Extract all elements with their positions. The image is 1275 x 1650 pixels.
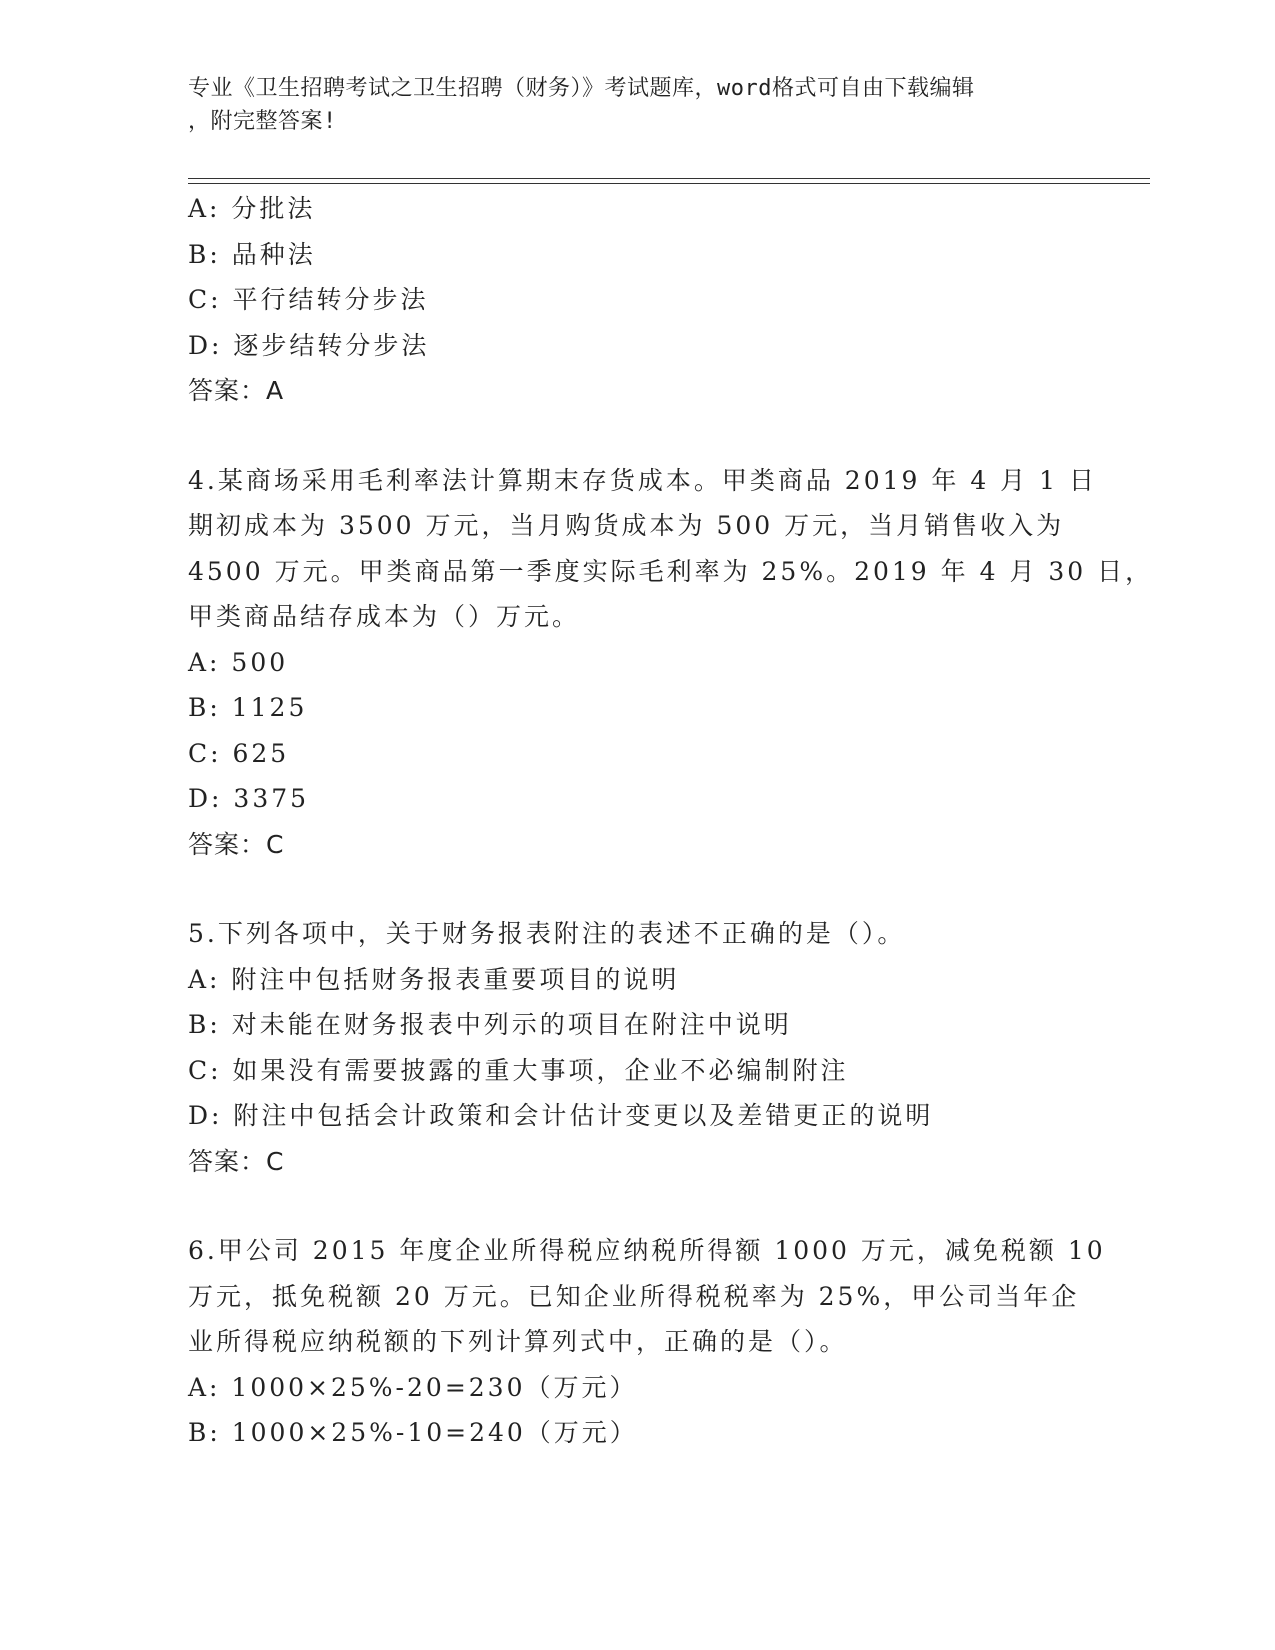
option-d: D: 3375 bbox=[188, 784, 310, 813]
option-c: C: 625 bbox=[188, 738, 290, 768]
answer-line: 答案：C bbox=[188, 1146, 285, 1176]
answer-line: 答案：A bbox=[188, 376, 285, 405]
question-stem-line: 甲类商品结存成本为（）万元。 bbox=[188, 602, 581, 631]
document-header bbox=[188, 72, 1068, 138]
option-a: A: 500 bbox=[188, 647, 289, 677]
question-6 bbox=[188, 1228, 1106, 1456]
question-5 bbox=[188, 911, 1088, 1184]
header-line-1: 专业《卫生招聘考试之卫生招聘（财务）》考试题库，word格式可自由下载编辑 bbox=[188, 76, 975, 101]
question-stem-line: 6.甲公司 2015 年度企业所得税应纳税所得额 1000 万元，减免税额 10 bbox=[188, 1236, 1106, 1265]
option-d: D: 逐步结转分步法 bbox=[188, 330, 430, 360]
header-divider-bottom bbox=[188, 183, 1150, 184]
question-spacer bbox=[188, 414, 1088, 458]
question-4 bbox=[188, 458, 1154, 868]
question-list bbox=[188, 186, 1154, 1456]
question-stem-line: 万元，抵免税额 20 万元。已知企业所得税税率为 25%，甲公司当年企 bbox=[188, 1281, 1080, 1311]
option-d: D: 附注中包括会计政策和会计估计变更以及差错更正的说明 bbox=[188, 1101, 934, 1130]
question-3 bbox=[188, 186, 1088, 414]
question-stem-line: 4500 万元。甲类商品第一季度实际毛利率为 25%。2019 年 4 月 30 日， bbox=[188, 556, 1154, 586]
option-a: A: 1000×25%-20=230（万元） bbox=[188, 1372, 638, 1402]
option-c: C: 如果没有需要披露的重大事项，企业不必编制附注 bbox=[188, 1055, 849, 1085]
question-stem-line: 4.某商场采用毛利率法计算期末存货成本。甲类商品 2019 年 4 月 1 日 bbox=[188, 465, 1097, 495]
question-stem-line: 5.下列各项中，关于财务报表附注的表述不正确的是（）。 bbox=[188, 919, 906, 948]
option-b: B: 1000×25%-10=240（万元） bbox=[188, 1418, 638, 1447]
header-line-2: ，附完整答案! bbox=[188, 109, 337, 134]
header-divider-top bbox=[188, 178, 1150, 179]
option-b: B: 1125 bbox=[188, 693, 308, 722]
option-c: C: 平行结转分步法 bbox=[188, 285, 429, 314]
question-stem-line: 期初成本为 3500 万元，当月购货成本为 500 万元，当月销售收入为 bbox=[188, 511, 1065, 540]
question-spacer bbox=[188, 1184, 1088, 1228]
option-b: B: 品种法 bbox=[188, 239, 316, 269]
question-spacer bbox=[188, 867, 1088, 911]
option-b: B: 对未能在财务报表中列示的项目在附注中说明 bbox=[188, 1010, 792, 1039]
option-a: A: 附注中包括财务报表重要项目的说明 bbox=[188, 964, 680, 994]
option-a: A: 分批法 bbox=[188, 194, 316, 223]
question-stem-line: 业所得税应纳税额的下列计算列式中，正确的是（）。 bbox=[188, 1327, 848, 1356]
answer-line: 答案：C bbox=[188, 829, 285, 859]
